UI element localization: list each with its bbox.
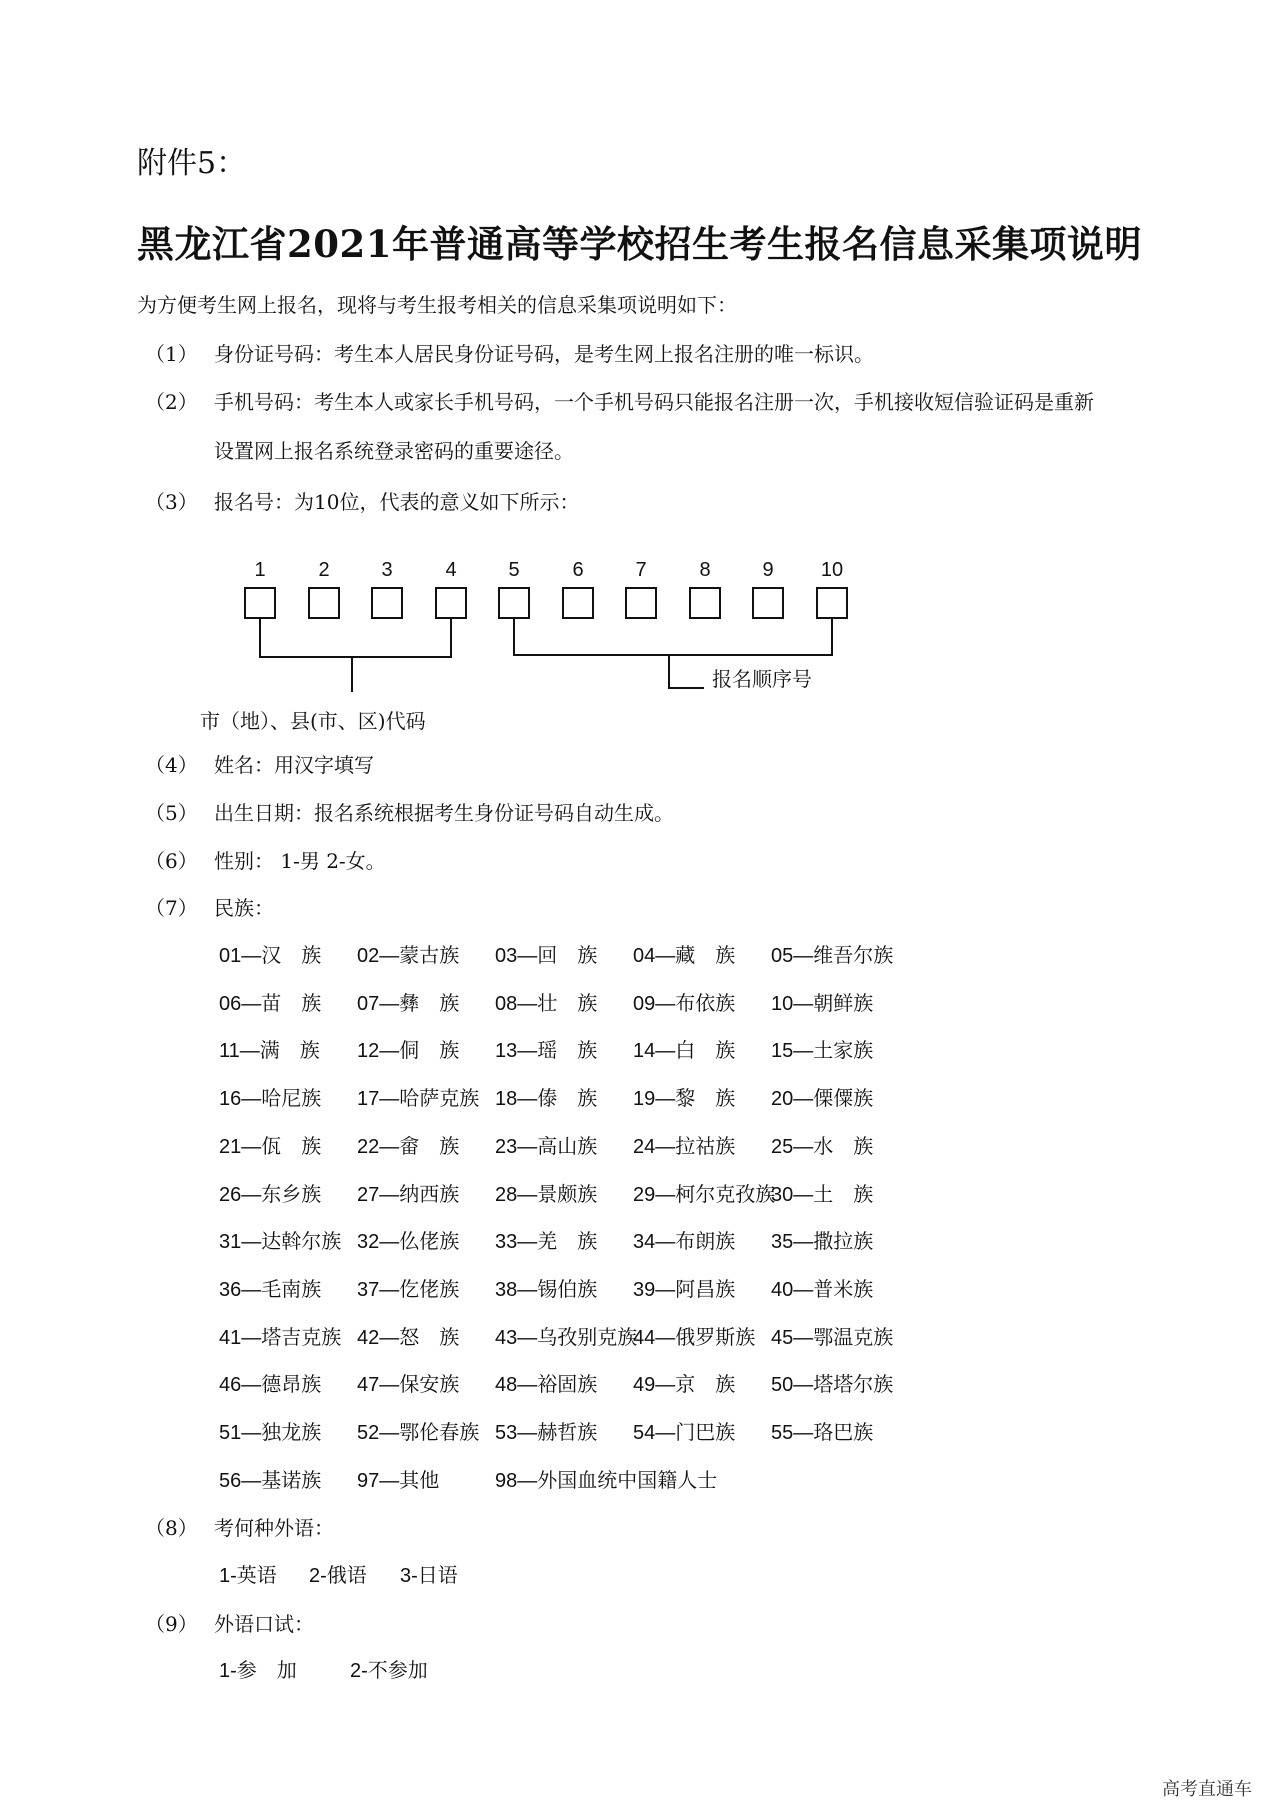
item-ethnicity: 民族： [214, 896, 274, 920]
registration-number-diagram [0, 550, 1280, 750]
digit-box [499, 588, 529, 618]
ethnic-group-entry: 11—满 族 [219, 1040, 320, 1063]
item-phone: 手机号码：考生本人或家长手机号码，一个手机号码只能报名注册一次，手机接收短信验证码是重新 [214, 390, 1094, 414]
ethnic-group-entry: 51—独龙族 [219, 1422, 322, 1444]
sequence-bracket [514, 619, 832, 655]
digit-label: 10 [820, 559, 844, 581]
digit-label: 2 [318, 559, 330, 581]
item-number: （5） [145, 801, 198, 825]
digit-label: 5 [508, 559, 520, 581]
digit-box [626, 588, 656, 618]
ethnic-group-entry: 05—维吾尔族 [771, 945, 894, 967]
item-name: 姓名：用汉字填写 [214, 753, 374, 777]
ethnic-group-entry: 23—高山族 [495, 1135, 598, 1158]
ethnic-group-entry: 26—东乡族 [219, 1183, 322, 1206]
item-gender: 性别： 1-男 2-女。 [214, 849, 386, 873]
ethnic-group-entry: 43—乌孜别克族 [495, 1326, 638, 1349]
item-registration-no: 报名号：为10位，代表的意义如下所示： [214, 490, 580, 514]
digit-box [372, 588, 402, 618]
item-number: （9） [145, 1612, 198, 1636]
sequence-label: 报名顺序号 [712, 667, 812, 691]
ethnic-group-entry: 19—黎 族 [633, 1088, 736, 1111]
item-foreign-language: 考何种外语： [214, 1516, 334, 1540]
ethnic-group-entry: 03—回 族 [495, 945, 598, 967]
digit-label: 7 [635, 559, 647, 581]
ethnic-group-entry: 25—水 族 [771, 1135, 874, 1158]
ethnic-group-entry: 52—鄂伦春族 [357, 1422, 480, 1444]
item-oral-test: 外语口试： [214, 1612, 314, 1636]
item-number: （8） [145, 1516, 198, 1540]
ethnic-group-entry: 46—德昂族 [219, 1374, 322, 1397]
region-label: 市（地）、县(市、区)代码 [200, 709, 426, 733]
ethnic-group-entry: 40—普米族 [771, 1278, 874, 1301]
digit-box [690, 588, 720, 618]
ethnic-group-entry: 32—仫佬族 [357, 1231, 460, 1254]
ethnic-group-entry: 13—瑶 族 [495, 1040, 598, 1063]
ethnic-group-entry: 04—藏 族 [633, 945, 736, 967]
ethnic-group-entry: 48—裕固族 [495, 1374, 598, 1397]
ethnic-group-entry: 97—其他 [357, 1469, 440, 1492]
digit-label: 9 [762, 559, 774, 581]
item-number: （7） [145, 896, 198, 920]
ethnic-group-entry: 44—俄罗斯族 [633, 1326, 756, 1349]
item-number: （2） [145, 390, 198, 414]
ethnic-group-entry: 09—布依族 [633, 992, 736, 1015]
ethnic-group-entry: 47—保安族 [357, 1374, 460, 1397]
region-bracket [260, 619, 451, 657]
ethnic-group-entry: 17—哈萨克族 [357, 1088, 480, 1111]
oral-test-option: 1-参 加 [219, 1660, 297, 1682]
ethnic-group-entry: 98—外国血统中国籍人士 [495, 1469, 718, 1492]
ethnic-group-entry: 37—仡佬族 [357, 1278, 460, 1301]
language-option: 2-俄语 [309, 1565, 367, 1587]
ethnic-group-entry: 20—傈僳族 [771, 1088, 874, 1111]
ethnic-group-entry: 30—土 族 [771, 1183, 874, 1206]
ethnic-group-entry: 21—佤 族 [219, 1135, 322, 1158]
item-id-card: 身份证号码：考生本人居民身份证号码，是考生网上报名注册的唯一标识。 [214, 342, 874, 366]
ethnic-group-entry: 50—塔塔尔族 [771, 1374, 894, 1397]
language-option: 1-英语 [219, 1565, 277, 1587]
ethnic-group-entry: 08—壮 族 [495, 992, 598, 1015]
language-option: 3-日语 [400, 1565, 458, 1587]
digit-box [563, 588, 593, 618]
ethnic-group-entry: 14—白 族 [633, 1040, 736, 1063]
ethnic-group-entry: 35—撒拉族 [771, 1231, 874, 1254]
sequence-pointer [669, 655, 704, 688]
digit-label: 4 [445, 559, 457, 581]
digit-label: 8 [699, 559, 711, 581]
ethnic-group-entry: 41—塔吉克族 [219, 1326, 342, 1349]
item-phone-cont: 设置网上报名系统登录密码的重要途径。 [214, 439, 574, 463]
item-birthdate: 出生日期：报名系统根据考生身份证号码自动生成。 [214, 801, 674, 825]
ethnic-group-entry: 29—柯尔克孜族 [633, 1183, 776, 1206]
digit-label: 6 [572, 559, 584, 581]
ethnic-group-entry: 24—拉祜族 [633, 1135, 736, 1158]
ethnic-group-entry: 02—蒙古族 [357, 945, 460, 967]
ethnic-group-entry: 18—傣 族 [495, 1088, 598, 1111]
ethnic-group-entry: 36—毛南族 [219, 1278, 322, 1301]
item-number: （3） [145, 490, 198, 514]
ethnic-group-entry: 16—哈尼族 [219, 1088, 322, 1111]
ethnic-group-entry: 53—赫哲族 [495, 1422, 598, 1444]
ethnic-group-entry: 56—基诺族 [219, 1469, 322, 1492]
ethnic-group-entry: 45—鄂温克族 [771, 1326, 894, 1349]
ethnic-group-entry: 01—汉 族 [219, 945, 322, 967]
digit-label: 3 [381, 559, 393, 581]
item-number: （1） [145, 342, 198, 366]
ethnic-group-entry: 42—怒 族 [357, 1326, 460, 1349]
item-number: （4） [145, 753, 198, 777]
ethnic-group-entry: 34—布朗族 [633, 1231, 736, 1254]
watermark: 高考直通车 [1162, 1779, 1252, 1800]
digit-box [436, 588, 466, 618]
document-title: 黑龙江省2021年普通高等学校招生考生报名信息采集项说明 [137, 222, 1142, 266]
ethnic-group-entry: 10—朝鲜族 [771, 992, 874, 1015]
ethnic-group-entry: 15—土家族 [771, 1040, 874, 1063]
item-number: （6） [145, 849, 198, 873]
ethnic-group-entry: 07—彝 族 [357, 992, 460, 1015]
ethnic-group-entry: 31—达斡尔族 [219, 1231, 342, 1254]
ethnic-group-entry: 22—畲 族 [357, 1135, 460, 1158]
digit-box [817, 588, 847, 618]
ethnic-group-entry: 06—苗 族 [219, 992, 322, 1015]
digit-box [245, 588, 275, 618]
digit-label: 1 [254, 559, 266, 581]
ethnic-group-entry: 33—羌 族 [495, 1231, 598, 1254]
ethnic-group-entry: 28—景颇族 [495, 1183, 598, 1206]
intro-text: 为方便考生网上报名，现将与考生报考相关的信息采集项说明如下： [137, 293, 737, 317]
ethnic-group-entry: 38—锡伯族 [495, 1278, 598, 1301]
ethnic-group-entry: 55—珞巴族 [771, 1422, 874, 1444]
ethnic-group-entry: 54—门巴族 [633, 1422, 736, 1444]
digit-box [309, 588, 339, 618]
ethnic-group-entry: 49—京 族 [633, 1374, 736, 1397]
digit-box [753, 588, 783, 618]
attachment-label: 附件5： [137, 146, 247, 181]
ethnic-group-entry: 12—侗 族 [357, 1040, 460, 1063]
ethnic-group-entry: 27—纳西族 [357, 1183, 460, 1206]
ethnic-group-entry: 39—阿昌族 [633, 1278, 736, 1301]
oral-test-option: 2-不参加 [350, 1660, 428, 1682]
